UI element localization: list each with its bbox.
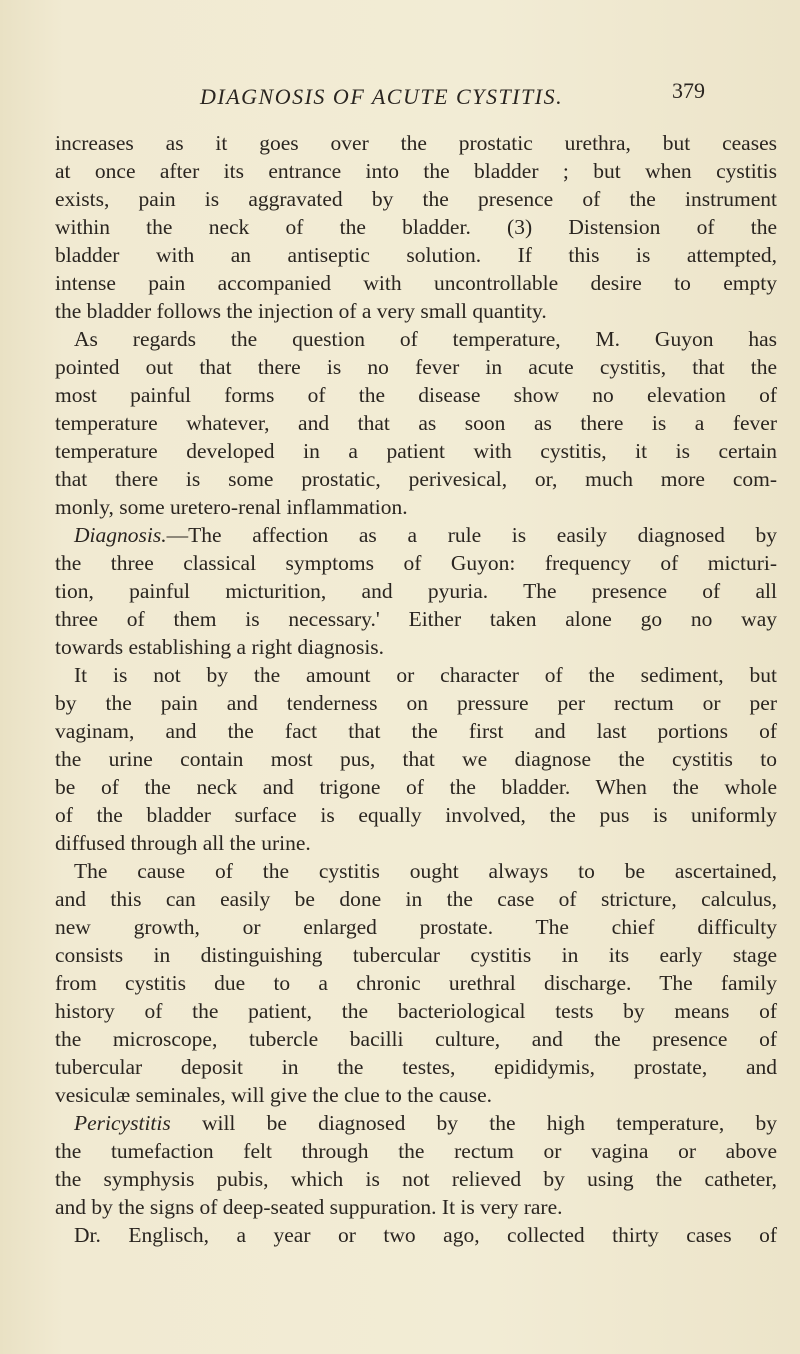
text-segment: The cause of the cystitis ought always to be ascertained, <box>74 859 777 883</box>
text-line <box>55 717 777 745</box>
running-head <box>0 78 800 114</box>
text-segment: new growth, or enlarged prostate. The chief difficulty <box>55 915 777 939</box>
text-line <box>55 801 777 829</box>
text-segment: the bladder follows the injection of a very small quantity. <box>55 299 547 323</box>
text-segment: by the pain and tenderness on pressure per rectum or per <box>55 691 777 715</box>
text-line <box>55 773 777 801</box>
text-line <box>55 1137 777 1165</box>
text-segment: temperature developed in a patient with cystitis, it is certain <box>55 439 777 463</box>
text-line <box>55 605 777 633</box>
text-segment: monly, some uretero-renal inflammation. <box>55 495 408 519</box>
text-segment: vesiculæ seminales, will give the clue to the cause. <box>55 1083 493 1107</box>
text-line <box>55 521 777 549</box>
text-segment: of the bladder surface is equally involved, the pus is uniformly <box>55 803 777 827</box>
text-line <box>55 493 777 521</box>
text-segment: temperature whatever, and that as soon as there is a fever <box>55 411 777 435</box>
text-segment: history of the patient, the bacteriological tests by means of <box>55 999 777 1023</box>
text-line <box>55 689 777 717</box>
text-line <box>55 185 777 213</box>
text-line <box>55 829 777 857</box>
text-line <box>55 241 777 269</box>
text-line <box>55 1221 777 1249</box>
text-line <box>55 1109 777 1137</box>
text-segment: —The affection as a rule is easily diagnosed by <box>166 523 777 547</box>
text-segment: intense pain accompanied with uncontrollable desire to empty <box>55 271 777 295</box>
text-line <box>55 857 777 885</box>
text-line <box>55 297 777 325</box>
text-segment: vaginam, and the fact that the first and last portions of <box>55 719 777 743</box>
text-segment: will be diagnosed by the high temperature, by <box>170 1111 777 1135</box>
text-line <box>55 885 777 913</box>
text-line <box>55 1193 777 1221</box>
text-line <box>55 661 777 689</box>
text-segment: the symphysis pubis, which is not relieved by using the catheter, <box>55 1167 777 1191</box>
italic-heading: Diagnosis. <box>74 523 167 547</box>
text-line <box>55 633 777 661</box>
text-line <box>55 325 777 353</box>
text-segment: pointed out that there is no fever in acute cystitis, that the <box>55 355 777 379</box>
text-segment: the microscope, tubercle bacilli culture, and the presence of <box>55 1027 777 1051</box>
text-segment: increases as it goes over the prostatic urethra, but ceases <box>55 131 777 155</box>
text-segment: three of them is necessary.' Either taken alone go no way <box>55 607 777 631</box>
text-line <box>55 745 777 773</box>
text-segment: tion, painful micturition, and pyuria. The presence of all <box>55 579 777 603</box>
body-text <box>55 129 777 1249</box>
text-segment: Dr. Englisch, a year or two ago, collected thirty cases of <box>74 1223 777 1247</box>
text-segment: be of the neck and trigone of the bladder. When the whole <box>55 775 777 799</box>
text-line <box>55 213 777 241</box>
running-title: DIAGNOSIS OF ACUTE CYSTITIS. <box>200 84 564 109</box>
text-line <box>55 381 777 409</box>
text-line <box>55 549 777 577</box>
text-line <box>55 941 777 969</box>
text-segment: the three classical symptoms of Guyon: frequency of micturi- <box>55 551 777 575</box>
text-segment: at once after its entrance into the bladder ; but when cystitis <box>55 159 777 183</box>
text-line <box>55 409 777 437</box>
text-line <box>55 353 777 381</box>
text-line <box>55 1165 777 1193</box>
text-segment: from cystitis due to a chronic urethral discharge. The family <box>55 971 777 995</box>
text-line <box>55 997 777 1025</box>
text-line <box>55 913 777 941</box>
text-segment: exists, pain is aggravated by the presence of the instrument <box>55 187 777 211</box>
text-line <box>55 969 777 997</box>
italic-heading: Pericystitis <box>74 1111 171 1135</box>
text-segment: that there is some prostatic, perivesical, or, much more com- <box>55 467 777 491</box>
text-segment: As regards the question of temperature, M. Guyon has <box>74 327 777 351</box>
text-line <box>55 1081 777 1109</box>
text-segment: and this can easily be done in the case of stricture, calculus, <box>55 887 777 911</box>
text-segment: and by the signs of deep-seated suppuration. It is very rare. <box>55 1195 563 1219</box>
text-line <box>55 129 777 157</box>
text-segment: diffused through all the urine. <box>55 831 311 855</box>
page-number: 379 <box>672 78 705 103</box>
text-line <box>55 157 777 185</box>
text-segment: the tumefaction felt through the rectum or vagina or above <box>55 1139 777 1163</box>
text-segment: most painful forms of the disease show no elevation of <box>55 383 777 407</box>
text-segment: bladder with an antiseptic solution. If this is attempted, <box>55 243 777 267</box>
text-line <box>55 269 777 297</box>
text-segment: within the neck of the bladder. (3) Distension of the <box>55 215 777 239</box>
text-segment: It is not by the amount or character of the sediment, but <box>74 663 777 687</box>
text-line <box>55 1025 777 1053</box>
text-segment: the urine contain most pus, that we diagnose the cystitis to <box>55 747 777 771</box>
text-line <box>55 437 777 465</box>
text-segment: consists in distinguishing tubercular cystitis in its early stage <box>55 943 777 967</box>
text-line <box>55 577 777 605</box>
text-segment: towards establishing a right diagnosis. <box>55 635 385 659</box>
text-segment: tubercular deposit in the testes, epididymis, prostate, and <box>55 1055 777 1079</box>
text-line <box>55 1053 777 1081</box>
text-line <box>55 465 777 493</box>
